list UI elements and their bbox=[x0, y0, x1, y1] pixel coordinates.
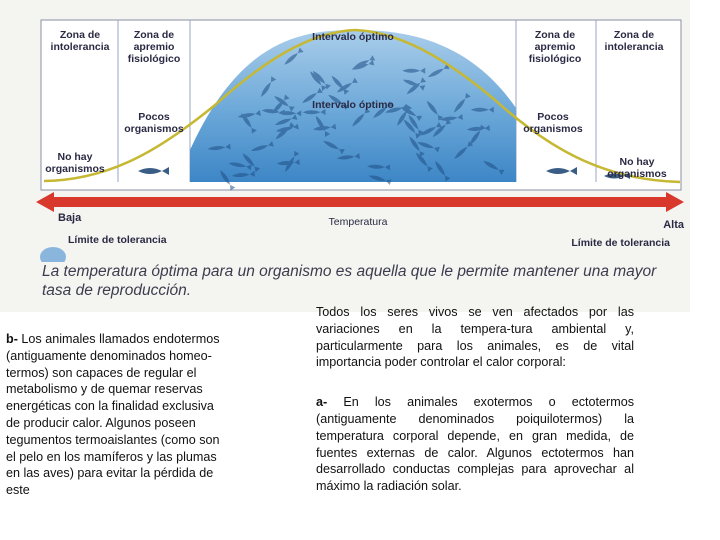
paragraph-intro: Todos los seres vivos se ven afectados por las variaciones en la tempera-tura ambiental y, particularmente para los animales, es de vital importancia poder controlar el calor corporal: bbox=[316, 305, 634, 370]
paragraph-endotherms bbox=[6, 331, 228, 499]
left-tolerance-limit: Límite de tolerancia bbox=[68, 234, 167, 246]
label-left-few: Pocos organismos bbox=[124, 111, 184, 135]
label-left-stress: Zona de apremio fisiológico bbox=[127, 29, 181, 65]
label-right-intolerance: Zona de intolerancia bbox=[604, 29, 664, 53]
right-column bbox=[316, 304, 634, 495]
label-right-few: Pocos organismos bbox=[523, 111, 583, 135]
label-right-none: No hay organismos bbox=[607, 156, 667, 180]
label-left-none: No hay organismos bbox=[45, 151, 105, 175]
axis-low-label: Baja bbox=[58, 212, 82, 224]
figure-caption: La temperatura óptima para un organismo es aquella que le permite mantener una mayor tasa de reproducción. bbox=[42, 263, 657, 299]
caption-marker bbox=[40, 247, 66, 262]
paragraph-b-body: Los animales llamados endotermos (antiguamente denominados homeo-termos) son capaces de regular el metabolismo y de quemar reservas energéticas con la finalidad exclusiva de producir calor. Algunos poseen tegumentos termoaislantes (como son el pelo en los mamíferos y las plumas en las aves) para evitar la pérdida de este bbox=[6, 332, 220, 498]
temperature-arrow bbox=[36, 192, 684, 212]
right-tolerance-limit: Límite de tolerancia bbox=[571, 237, 670, 249]
label-optimal-inner: Intervalo óptimo bbox=[312, 99, 394, 111]
label-right-stress: Zona de apremio fisiológico bbox=[528, 29, 582, 65]
axis-name: Temperatura bbox=[328, 216, 388, 228]
paragraph-b-letter: b- bbox=[6, 332, 18, 346]
paragraph-ectotherms bbox=[316, 394, 634, 495]
label-optimal-top: Intervalo óptimo bbox=[312, 31, 394, 43]
axis-high-label: Alta bbox=[663, 219, 684, 231]
tolerance-diagram bbox=[0, 0, 690, 262]
paragraph-a-letter: a- bbox=[316, 395, 328, 410]
left-column bbox=[6, 331, 228, 499]
paragraph-a-body: En los animales exotermos o ectotermos (antiguamente denominados poiquilotermos) la temperatura corporal depende, en gran medida, de fuentes externas de calor. Algunos ectotermos han desarrollado conductas complejas para aprovechar al máximo la radiación solar. bbox=[316, 395, 634, 494]
label-left-intolerance: Zona de intolerancia bbox=[50, 29, 110, 53]
